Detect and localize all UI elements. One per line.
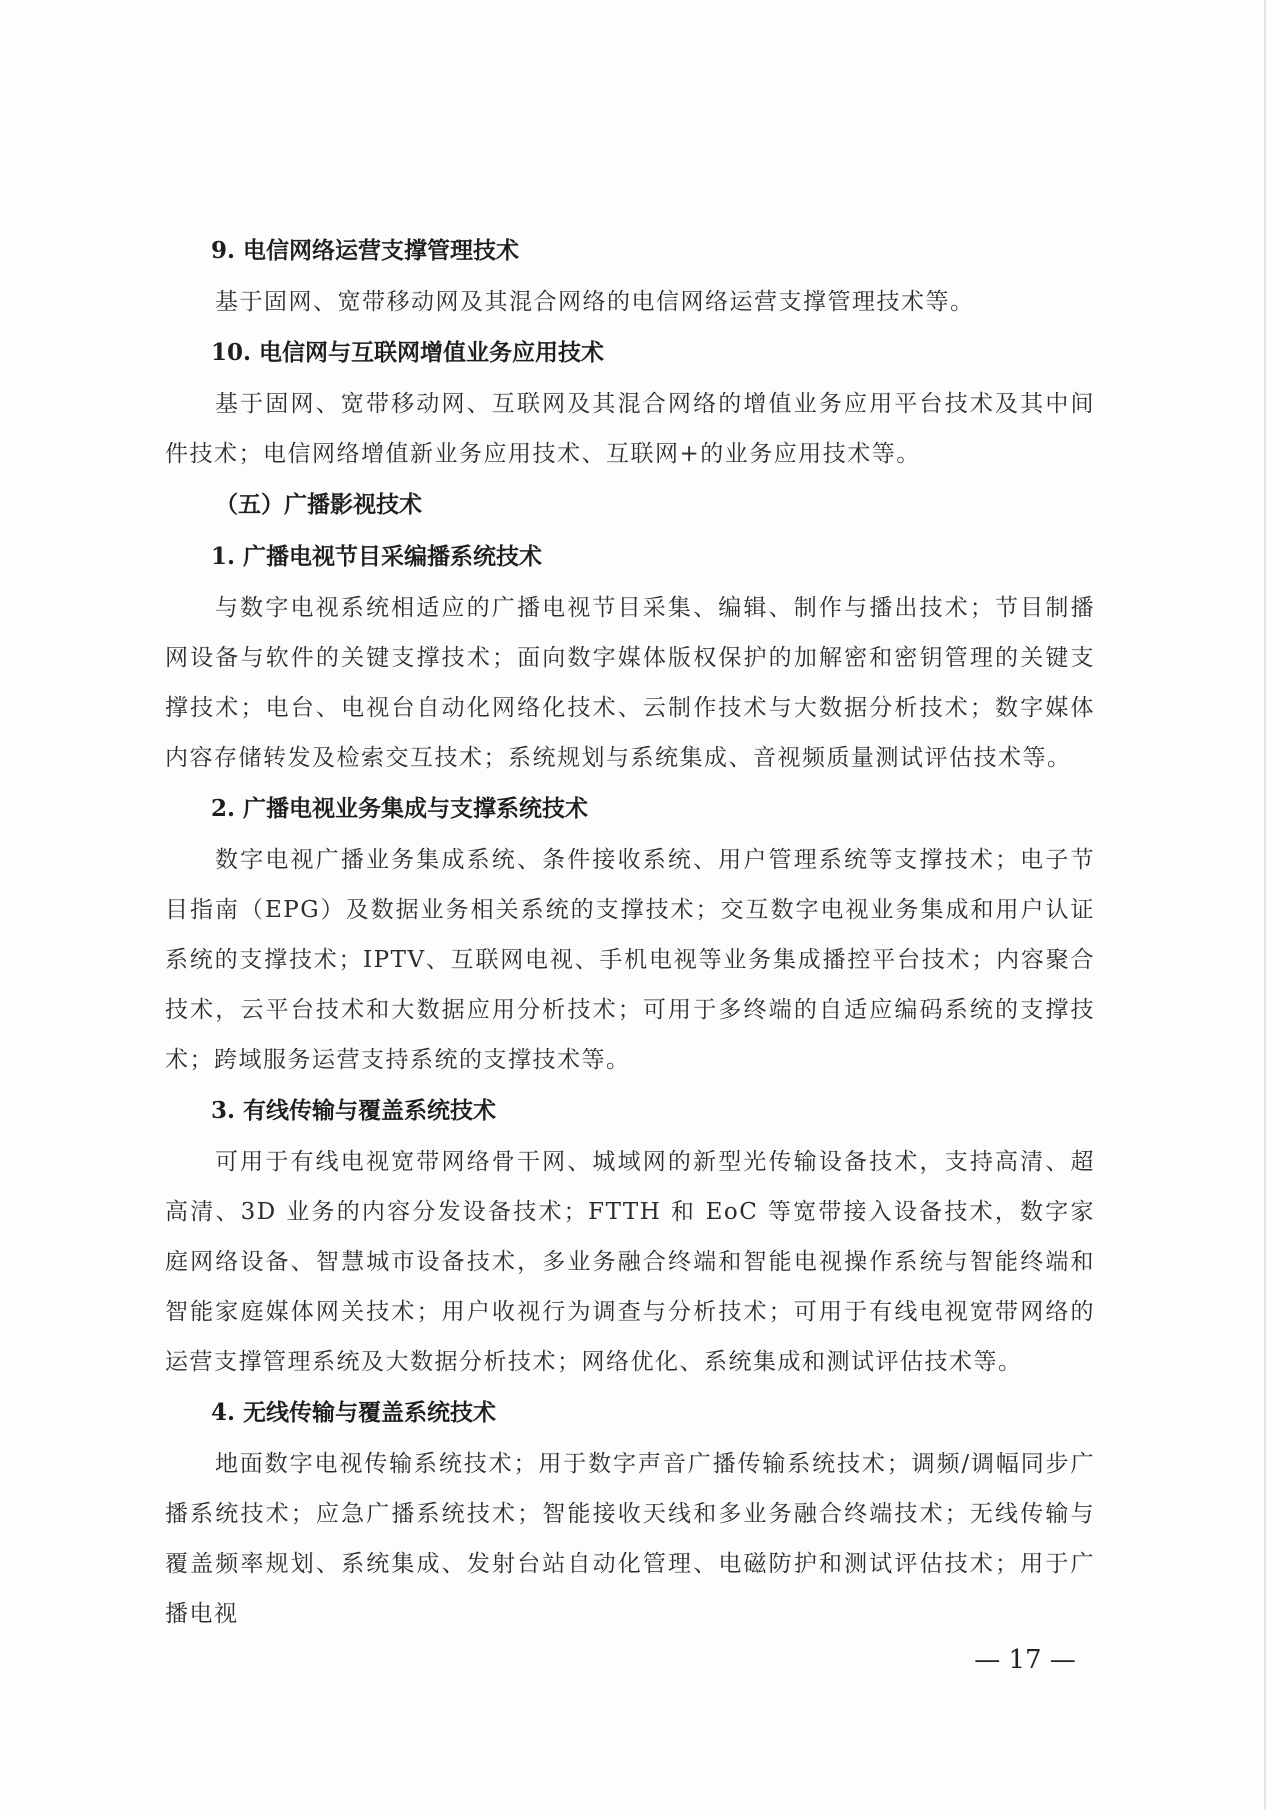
heading-telecom-operation-support: 9. 电信网络运营支撑管理技术 <box>211 237 520 264</box>
document-body <box>165 225 1095 1639</box>
heading-program-production: 1. 广播电视节目采编播系统技术 <box>211 543 543 570</box>
heading-wireless-transmission: 4. 无线传输与覆盖系统技术 <box>211 1399 497 1426</box>
heading-value-added-services: 10. 电信网与互联网增值业务应用技术 <box>211 339 605 366</box>
paragraph-program-production: 与数字电视系统相适应的广播电视节目采集、编辑、制作与播出技术；节目制播网设备与软件的关键支撑技术；面向数字媒体版权保护的加解密和密钥管理的关键支撑技术；电台、电视台自动化网络化技术、云制作技术与大数据分析技术；数字媒体内容存储转发及检索交互技术；系统规划与系统集成、音视频质量测试评估技术等。 <box>165 595 1095 771</box>
paragraph-wireless-transmission: 地面数字电视传输系统技术；用于数字声音广播传输系统技术；调频/调幅同步广播系统技术；应急广播系统技术；智能接收天线和多业务融合终端技术；无线传输与覆盖频率规划、系统集成、发射台站自动化管理、电磁防护和测试评估技术；用于广播电视 <box>165 1451 1095 1627</box>
section-heading-broadcast-film: （五）广播影视技术 <box>215 491 422 518</box>
paragraph-service-integration: 数字电视广播业务集成系统、条件接收系统、用户管理系统等支撑技术；电子节目指南（EPG）及数据业务相关系统的支撑技术；交互数字电视业务集成和用户认证系统的支撑技术；IPTV、互联网电视、手机电视等业务集成播控平台技术；内容聚合技术，云平台技术和大数据应用分析技术；可用于多终端的自适应编码系统的支撑技术；跨域服务运营支持系统的支撑技术等。 <box>165 847 1095 1073</box>
paragraph-cable-transmission: 可用于有线电视宽带网络骨干网、城域网的新型光传输设备技术，支持高清、超高清、3D 业务的内容分发设备技术；FTTH 和 EoC 等宽带接入设备技术，数字家庭网络设备、智慧城市设备技术，多业务融合终端和智能电视操作系统与智能终端和智能家庭媒体网关技术；用户收视行为调查与分析技术；可用于有线电视宽带网络的运营支撑管理系统及大数据分析技术；网络优化、系统集成和测试评估技术等。 <box>165 1149 1095 1375</box>
heading-service-integration: 2. 广播电视业务集成与支撑系统技术 <box>211 795 589 822</box>
scan-edge-divider <box>1264 0 1266 1810</box>
heading-cable-transmission: 3. 有线传输与覆盖系统技术 <box>211 1097 497 1124</box>
paragraph-value-added-services: 基于固网、宽带移动网、互联网及其混合网络的增值业务应用平台技术及其中间件技术；电信网络增值新业务应用技术、互联网+的业务应用技术等。 <box>165 391 1095 467</box>
paragraph-telecom-operation-support: 基于固网、宽带移动网及其混合网络的电信网络运营支撑管理技术等。 <box>215 289 975 315</box>
page-number: — 17 — <box>974 1645 1076 1675</box>
